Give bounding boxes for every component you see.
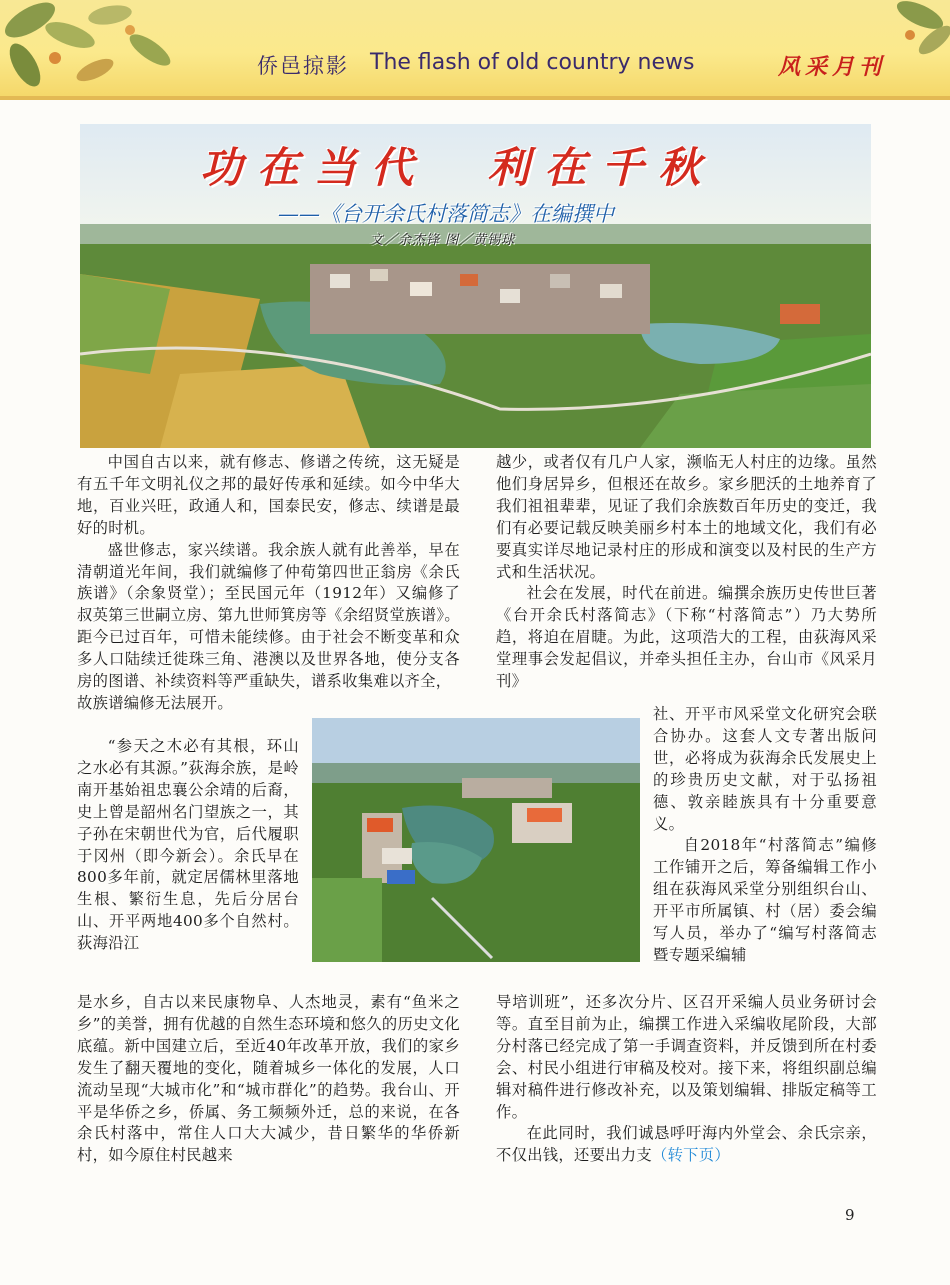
leaf-decoration-left-icon bbox=[0, 0, 200, 96]
paragraph: 越少，或者仅有几户人家，濒临无人村庄的边缘。虽然他们身居异乡，但根还在故乡。家乡肥沃的土地养育了我们祖祖辈辈，见证了我们余族数百年历史的变迁，我们有必要记载反映美丽乡村本土的地域文化，我们有必要真实详尽地记录村庄的形成和演变以及村民的生产方式和生活状况。 bbox=[496, 453, 877, 581]
body-text-right-narrow bbox=[653, 704, 877, 967]
paragraph: 社、开平市风采堂文化研究会联合协办。这套人文专著出版问世，必将成为荻海余氏发展史上的珍贵历史文献，对于弘扬祖德、敦亲睦族具有十分重要意义。 bbox=[653, 705, 877, 833]
article-byline: 文／余杰锋 图／黄锡球 bbox=[370, 233, 516, 248]
body-text-left-bottom bbox=[77, 992, 460, 1167]
continue-link[interactable]: （转下页） bbox=[651, 1146, 730, 1165]
article-subtitle: ——《台开余氏村落简志》在编撰中 bbox=[278, 202, 614, 226]
paragraph: 是水乡，自古以来民康物阜、人杰地灵，素有“鱼米之乡”的美誉，拥有优越的自然生态环境和悠久的历史文化底蕴。新中国建立后，至近40年改革开放，我们的家乡发生了翻天覆地的变化，随着城乡一体化的发展，人口流动呈现“大城市化”和“城市群化”的趋势。我台山、开平是华侨之乡，侨属、务工频频外迁，总的来说，在各余氏村落中，常住人口大大减少，昔日繁华的华侨新村，如今原住村民越来 bbox=[77, 993, 460, 1165]
section-title: 侨邑掠影 bbox=[257, 54, 349, 78]
paragraph-text: 在此同时，我们诚恳呼吁海内外堂会、余氏宗亲，不仅出钱，还要出力支 bbox=[496, 1124, 877, 1165]
paragraph: 自2018年“村落简志”编修工作铺开之后，筹备编辑工作小组在荻海风采堂分别组织台山、开平市所属镇、村（居）委会编写人员，举办了“编写村落简志暨专题采编辅 bbox=[653, 836, 877, 964]
paragraph: “参天之木必有其根，环山之水必有其源。”荻海余族，是岭南开基始祖忠襄公余靖的后裔，史上曾是韶州名门望族之一，其子孙在宋朝世代为官，后代履职于冈州（即今新会）。余氏早在800多年前，就定居儒林里落地生根、繁衍生息，先后分居台山、开平两地400多个自然村。荻海沿江 bbox=[77, 737, 299, 953]
page-number: 9 bbox=[845, 1206, 855, 1224]
body-text-left-top bbox=[77, 452, 460, 715]
paragraph: 盛世修志，家兴续谱。我余族人就有此善举，早在清朝道光年间，我们就编修了仲荀第四世正翁房《余氏族谱》（余象贤堂）；至民国元年（1912年）又编修了叔英第三世嗣立房、第九世师箕房等《余绍贤堂族谱》。距今已过百年，可惜未能续修。由于社会不断变革和众多人口陆续迁徙珠三角、港澳以及世界各地，使分支各房的图谱、补续资料等严重缺失，谱系收集难以齐全， bbox=[77, 540, 460, 691]
inset-village-photo bbox=[312, 718, 640, 962]
paragraph bbox=[496, 1123, 877, 1167]
paragraph: 故族谱编修无法展开。 bbox=[77, 693, 233, 712]
paragraph: 中国自古以来，就有修志、修谱之传统，这无疑是有五千年文明礼仪之邦的最好传承和延续。如今中华大地，百业兴旺，政通人和，国泰民安，修志、续谱是最好的时机。 bbox=[77, 453, 460, 537]
body-text-right-bottom bbox=[496, 992, 877, 1167]
body-text-right-top bbox=[496, 452, 877, 693]
header-divider bbox=[0, 96, 950, 100]
paragraph: 社会在发展，时代在前进。编撰余族历史传世巨著《台开余氏村落简志》（下称“村落简志”）乃大势所趋，将迫在眉睫。为此，这项浩大的工程，由荻海风采堂理事会发起倡议，并牵头担任主办，台山市《风采月刊》 bbox=[496, 584, 877, 691]
body-text-left-narrow bbox=[77, 736, 299, 955]
section-title-english: The flash of old country news bbox=[370, 50, 695, 75]
paragraph: 导培训班”，还多次分片、区召开采编人员业务研讨会等。直至目前为止，编撰工作进入采编收尾阶段，大部分村落已经完成了第一手调查资料，并反馈到所在村委会、村民小组进行审稿及校对。接下来，将组织副总编辑对稿件进行修改补充，以及策划编辑、排版定稿等工作。 bbox=[496, 993, 877, 1121]
article-title: 功在当代 利在千秋 bbox=[200, 143, 716, 192]
leaf-decoration-right-icon bbox=[880, 0, 950, 60]
magazine-name: 风采月刊 bbox=[778, 54, 887, 80]
